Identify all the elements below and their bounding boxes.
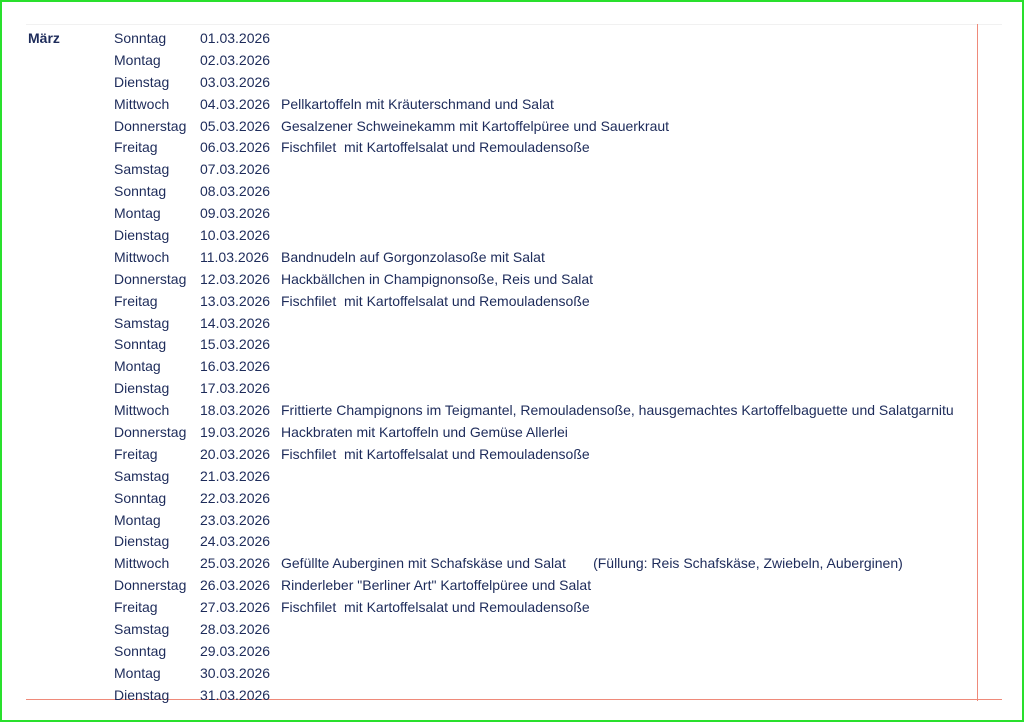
- meal-cell: Frittierte Champignons im Teigmantel, Remouladensoße, hausgemachtes Kartoffelbaguette und Salatgarnitu: [281, 402, 954, 419]
- weekday-cell: Freitag: [114, 139, 158, 156]
- menu-row: [2, 51, 1022, 73]
- date-cell: 09.03.2026: [200, 205, 271, 222]
- date-cell: 20.03.2026: [200, 445, 271, 462]
- menu-row: [2, 664, 1022, 686]
- date-cell: 19.03.2026: [200, 424, 271, 441]
- menu-row: [2, 511, 1022, 533]
- weekday-cell: Montag: [114, 511, 161, 528]
- menu-row: [2, 270, 1022, 292]
- menu-row: [2, 314, 1022, 336]
- date-cell: 07.03.2026: [200, 161, 271, 178]
- menu-row: [2, 357, 1022, 379]
- date-cell: 08.03.2026: [200, 183, 271, 200]
- weekday-cell: Samstag: [114, 621, 170, 638]
- weekday-cell: Montag: [114, 205, 161, 222]
- date-cell: 14.03.2026: [200, 314, 271, 331]
- weekday-cell: Montag: [114, 51, 161, 68]
- weekday-cell: Dienstag: [114, 73, 170, 90]
- meal-cell: Pellkartoffeln mit Kräuterschmand und Salat: [281, 95, 554, 112]
- weekday-cell: Sonntag: [114, 489, 167, 506]
- weekday-cell: Donnerstag: [114, 424, 187, 441]
- weekday-cell: Samstag: [114, 314, 170, 331]
- menu-row: [2, 29, 1022, 51]
- menu-row: [2, 554, 1022, 576]
- date-cell: 17.03.2026: [200, 380, 271, 397]
- date-cell: 22.03.2026: [200, 489, 271, 506]
- menu-row: [2, 642, 1022, 664]
- top-divider: [26, 24, 1002, 25]
- weekday-cell: Freitag: [114, 292, 158, 309]
- menu-row: [2, 467, 1022, 489]
- date-cell: 03.03.2026: [200, 73, 271, 90]
- menu-row: [2, 226, 1022, 248]
- date-cell: 06.03.2026: [200, 139, 271, 156]
- weekday-cell: Donnerstag: [114, 117, 187, 134]
- date-cell: 11.03.2026: [200, 248, 270, 265]
- weekday-cell: Freitag: [114, 445, 158, 462]
- menu-row: [2, 532, 1022, 554]
- date-cell: 12.03.2026: [200, 270, 271, 287]
- weekday-cell: Dienstag: [114, 227, 170, 244]
- weekday-cell: Donnerstag: [114, 577, 187, 594]
- meal-cell: Fischfilet mit Kartoffelsalat und Remouladensoße: [281, 139, 590, 156]
- date-cell: 31.03.2026: [200, 686, 271, 703]
- date-cell: 25.03.2026: [200, 555, 271, 572]
- date-cell: 15.03.2026: [200, 336, 271, 353]
- date-cell: 30.03.2026: [200, 664, 271, 681]
- date-cell: 16.03.2026: [200, 358, 271, 375]
- date-cell: 21.03.2026: [200, 467, 271, 484]
- weekday-cell: Mittwoch: [114, 555, 170, 572]
- weekday-cell: Dienstag: [114, 380, 170, 397]
- date-cell: 01.03.2026: [200, 30, 271, 46]
- menu-row: [2, 248, 1022, 270]
- weekday-cell: Sonntag: [114, 336, 167, 353]
- meal-cell: Gesalzener Schweinekamm mit Kartoffelpüree und Sauerkraut: [281, 117, 670, 134]
- menu-row: [2, 117, 1022, 139]
- weekday-cell: Sonntag: [114, 183, 167, 200]
- meal-cell: Hackbraten mit Kartoffeln und Gemüse Allerlei: [281, 424, 568, 441]
- meal-cell: Gefüllte Auberginen mit Schafskäse und Salat (Füllung: Reis Schafskäse, Zwiebeln, Auberginen): [281, 555, 903, 572]
- weekday-cell: Mittwoch: [114, 248, 170, 265]
- menu-row: [2, 598, 1022, 620]
- weekday-cell: Sonntag: [114, 30, 167, 46]
- weekday-cell: Dienstag: [114, 533, 170, 550]
- date-cell: 26.03.2026: [200, 577, 271, 594]
- menu-row: [2, 445, 1022, 467]
- menu-table: [2, 29, 1022, 708]
- meal-cell: Bandnudeln auf Gorgonzolasoße mit Salat: [281, 248, 545, 265]
- meal-cell: Fischfilet mit Kartoffelsalat und Remouladensoße: [281, 445, 590, 462]
- date-cell: 13.03.2026: [200, 292, 271, 309]
- date-cell: 02.03.2026: [200, 51, 271, 68]
- date-cell: 29.03.2026: [200, 642, 271, 659]
- date-cell: 05.03.2026: [200, 117, 271, 134]
- menu-row: [2, 401, 1022, 423]
- date-cell: 10.03.2026: [200, 227, 271, 244]
- date-cell: 04.03.2026: [200, 95, 271, 112]
- weekday-cell: Montag: [114, 664, 161, 681]
- weekday-cell: Sonntag: [114, 642, 167, 659]
- menu-row: [2, 686, 1022, 708]
- menu-row: [2, 576, 1022, 598]
- date-cell: 23.03.2026: [200, 511, 271, 528]
- menu-row: [2, 95, 1022, 117]
- menu-row: [2, 620, 1022, 642]
- date-cell: 18.03.2026: [200, 402, 271, 419]
- meal-cell: Fischfilet mit Kartoffelsalat und Remouladensoße: [281, 599, 590, 616]
- month-label: März: [28, 30, 60, 46]
- meal-cell: Hackbällchen in Champignonsoße, Reis und Salat: [281, 270, 594, 287]
- meal-cell: Rinderleber "Berliner Art" Kartoffelpüree und Salat: [281, 577, 592, 594]
- menu-row: [2, 160, 1022, 182]
- weekday-cell: Mittwoch: [114, 402, 170, 419]
- weekday-cell: Donnerstag: [114, 270, 187, 287]
- weekday-cell: Samstag: [114, 467, 170, 484]
- date-cell: 24.03.2026: [200, 533, 271, 550]
- date-cell: 28.03.2026: [200, 621, 271, 638]
- weekday-cell: Dienstag: [114, 686, 170, 703]
- weekday-cell: Mittwoch: [114, 95, 170, 112]
- menu-row: [2, 423, 1022, 445]
- menu-row: [2, 292, 1022, 314]
- menu-row: [2, 73, 1022, 95]
- meal-cell: Fischfilet mit Kartoffelsalat und Remouladensoße: [281, 292, 590, 309]
- menu-row: [2, 489, 1022, 511]
- menu-row: [2, 204, 1022, 226]
- menu-row: [2, 379, 1022, 401]
- menu-row: [2, 182, 1022, 204]
- date-cell: 27.03.2026: [200, 599, 271, 616]
- weekday-cell: Samstag: [114, 161, 170, 178]
- menu-row: [2, 138, 1022, 160]
- weekday-cell: Freitag: [114, 599, 158, 616]
- weekday-cell: Montag: [114, 358, 161, 375]
- menu-row: [2, 335, 1022, 357]
